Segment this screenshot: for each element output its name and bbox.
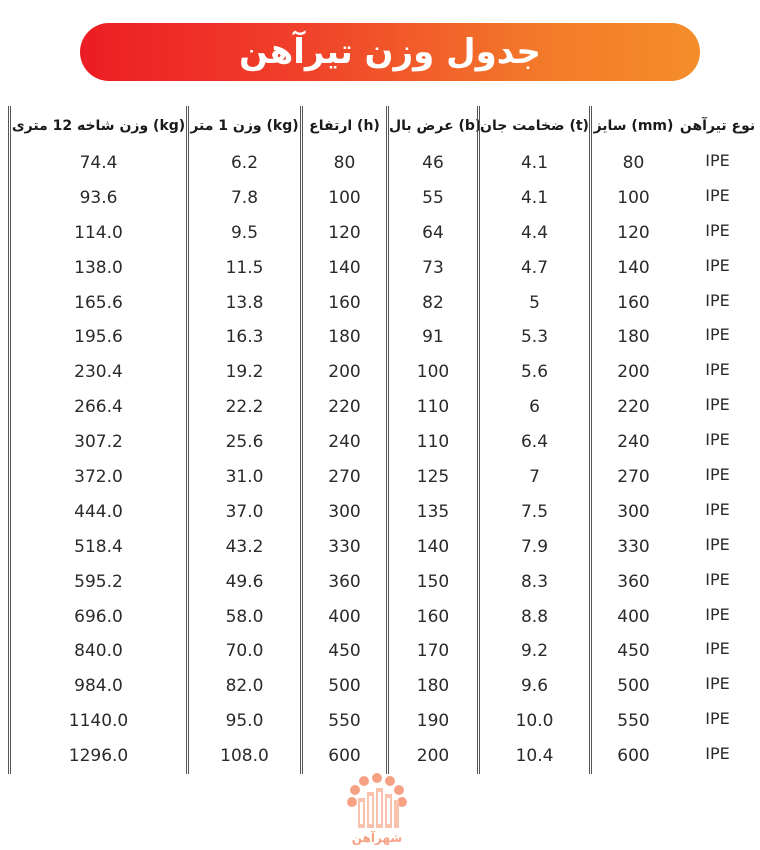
table-cell: IPE xyxy=(705,639,730,659)
table-cell: IPE xyxy=(705,395,730,415)
table-cell: 70.0 xyxy=(225,641,264,662)
table-cell: 9.2 xyxy=(520,641,549,662)
table-cell: 140 xyxy=(416,536,450,557)
table-cell: 240 xyxy=(617,432,650,453)
table-cell: 49.6 xyxy=(225,571,264,592)
table-cell: 330 xyxy=(328,536,361,557)
table-cell: 93.6 xyxy=(79,187,118,208)
table-cell: IPE xyxy=(705,325,730,345)
title-banner xyxy=(80,23,700,81)
table-cell: 100 xyxy=(328,187,361,208)
table-cell: 7.9 xyxy=(520,536,549,557)
table-cell: IPE xyxy=(705,499,730,519)
table-cell: 100 xyxy=(416,362,450,383)
table-cell: 11.5 xyxy=(225,257,264,278)
column-header: نوع تیرآهن xyxy=(679,118,756,134)
table-cell: 240 xyxy=(328,432,361,453)
column-header: وزن 1 متر (kg) xyxy=(190,118,299,134)
table-cell: 150 xyxy=(416,571,450,592)
table-cell: IPE xyxy=(705,534,730,554)
table-cell: 100 xyxy=(617,187,650,208)
table-cell: 450 xyxy=(617,641,650,662)
column-size xyxy=(589,106,675,774)
table-cell: 64 xyxy=(422,222,444,243)
page-title: جدول وزن تیرآهن xyxy=(239,32,541,72)
table-cell: 135 xyxy=(416,501,450,522)
table-cell: 360 xyxy=(617,571,650,592)
table-cell: 6.2 xyxy=(230,153,259,173)
table-cell: 300 xyxy=(617,501,650,522)
table-cell: 5.3 xyxy=(520,327,549,348)
table-cell: 4.1 xyxy=(520,153,549,173)
company-logo xyxy=(340,770,414,846)
table-cell: 16.3 xyxy=(225,327,264,348)
column-header: عرض بال (b) xyxy=(389,118,482,134)
table-cell: 160 xyxy=(328,292,361,313)
table-cell: 600 xyxy=(617,746,650,767)
table-cell: 22.2 xyxy=(225,397,264,418)
table-cell: 25.6 xyxy=(225,432,264,453)
table-cell: IPE xyxy=(705,465,730,485)
table-cell: 5.6 xyxy=(520,362,549,383)
table-cell: 120 xyxy=(617,222,650,243)
table-cell: 372.0 xyxy=(74,467,123,488)
table-cell: 4.1 xyxy=(520,187,549,208)
table-cell: IPE xyxy=(705,255,730,275)
table-cell: 180 xyxy=(328,327,361,348)
column-header: ضخامت جان (t) xyxy=(480,118,589,134)
table-cell: 360 xyxy=(328,571,361,592)
table-cell: 500 xyxy=(328,676,361,697)
table-cell: IPE xyxy=(705,290,730,310)
table-cell: 108.0 xyxy=(220,746,269,767)
column-web-thickness xyxy=(477,106,589,774)
table-cell: 95.0 xyxy=(225,711,264,732)
table-cell: 266.4 xyxy=(74,397,123,418)
table-cell: 400 xyxy=(617,606,650,627)
table-cell: 200 xyxy=(617,362,650,383)
table-cell: 10.0 xyxy=(515,711,554,732)
table-cell: 330 xyxy=(617,536,650,557)
table-cell: 8.8 xyxy=(520,606,549,627)
table-cell: 6 xyxy=(529,397,540,418)
table-cell: 55 xyxy=(422,187,444,208)
table-cell: 7.8 xyxy=(230,187,259,208)
table-cell: 74.4 xyxy=(79,153,118,173)
table-cell: 80 xyxy=(333,153,356,173)
column-header: سایز (mm) xyxy=(593,118,674,134)
table-cell: 165.6 xyxy=(74,292,123,313)
table-cell: IPE xyxy=(705,430,730,450)
table-cell: 444.0 xyxy=(74,501,123,522)
table-cell: IPE xyxy=(705,674,730,694)
table-cell: 450 xyxy=(328,641,361,662)
table-cell: 500 xyxy=(617,676,650,697)
weight-table xyxy=(0,106,760,774)
table-cell: 160 xyxy=(617,292,650,313)
table-cell: 220 xyxy=(328,397,361,418)
table-cell: 307.2 xyxy=(74,432,123,453)
table-cell: 595.2 xyxy=(74,571,123,592)
table-cell: 840.0 xyxy=(74,641,123,662)
table-cell: 120 xyxy=(328,222,361,243)
table-cell: 180 xyxy=(416,676,450,697)
table-cell: 80 xyxy=(622,153,645,173)
table-cell: 140 xyxy=(617,257,650,278)
table-cell: 7.5 xyxy=(520,501,549,522)
table-cell: 696.0 xyxy=(74,606,123,627)
column-weight-12m-branch xyxy=(8,106,186,774)
table-cell: 270 xyxy=(328,467,361,488)
table-cell: IPE xyxy=(705,744,730,764)
table-cell: 200 xyxy=(328,362,361,383)
table-cell: 43.2 xyxy=(225,536,264,557)
table-cell: IPE xyxy=(705,151,730,170)
column-height xyxy=(300,106,386,774)
column-flange-width xyxy=(386,106,482,774)
column-weight-per-meter xyxy=(186,106,300,774)
table-cell: 110 xyxy=(416,432,450,453)
table-cell: 518.4 xyxy=(74,536,123,557)
table-cell: 125 xyxy=(416,467,450,488)
table-cell: 138.0 xyxy=(74,257,123,278)
table-cell: 550 xyxy=(617,711,650,732)
table-cell: 31.0 xyxy=(225,467,264,488)
table-cell: IPE xyxy=(705,604,730,624)
column-header: ارتفاع (h) xyxy=(309,118,380,134)
table-cell: 550 xyxy=(328,711,361,732)
table-cell: 9.5 xyxy=(230,222,259,243)
table-cell: 4.4 xyxy=(520,222,549,243)
table-cell: 13.8 xyxy=(225,292,264,313)
table-cell: 5 xyxy=(529,292,540,313)
table-cell: 37.0 xyxy=(225,501,264,522)
table-cell: 8.3 xyxy=(520,571,549,592)
logo-text: شهرآهن xyxy=(351,831,403,845)
table-cell: 6.4 xyxy=(520,432,549,453)
column-type xyxy=(675,106,760,774)
table-cell: 73 xyxy=(422,257,444,278)
table-cell: IPE xyxy=(705,220,730,240)
table-cell: 19.2 xyxy=(225,362,264,383)
table-cell: 600 xyxy=(328,746,361,767)
table-cell: 4.7 xyxy=(520,257,549,278)
table-cell: 270 xyxy=(617,467,650,488)
table-cell: IPE xyxy=(705,360,730,380)
table-cell: 140 xyxy=(328,257,361,278)
table-cell: 10.4 xyxy=(515,746,554,767)
table-cell: 91 xyxy=(422,327,444,348)
table-cell: 1296.0 xyxy=(68,746,129,767)
table-cell: 9.6 xyxy=(520,676,549,697)
table-cell: 110 xyxy=(416,397,450,418)
table-cell: 170 xyxy=(416,641,450,662)
table-cell: 46 xyxy=(422,153,444,173)
table-cell: 160 xyxy=(416,606,450,627)
table-cell: 82.0 xyxy=(225,676,264,697)
column-header: وزن شاخه 12 متری (kg) xyxy=(11,118,186,134)
table-cell: IPE xyxy=(705,709,730,729)
table-cell: 300 xyxy=(328,501,361,522)
table-cell: IPE xyxy=(705,569,730,589)
table-cell: 58.0 xyxy=(225,606,264,627)
table-cell: 984.0 xyxy=(74,676,123,697)
table-cell: 180 xyxy=(617,327,650,348)
table-cell: 200 xyxy=(416,746,450,767)
table-cell: 82 xyxy=(422,292,444,313)
table-cell: 190 xyxy=(416,711,450,732)
table-cell: 114.0 xyxy=(74,222,123,243)
table-cell: 1140.0 xyxy=(68,711,129,732)
table-cell: IPE xyxy=(705,185,730,205)
table-cell: 400 xyxy=(328,606,361,627)
table-cell: 220 xyxy=(617,397,650,418)
table-cell: 7 xyxy=(529,467,540,488)
table-cell: 230.4 xyxy=(74,362,123,383)
table-cell: 195.6 xyxy=(74,327,123,348)
